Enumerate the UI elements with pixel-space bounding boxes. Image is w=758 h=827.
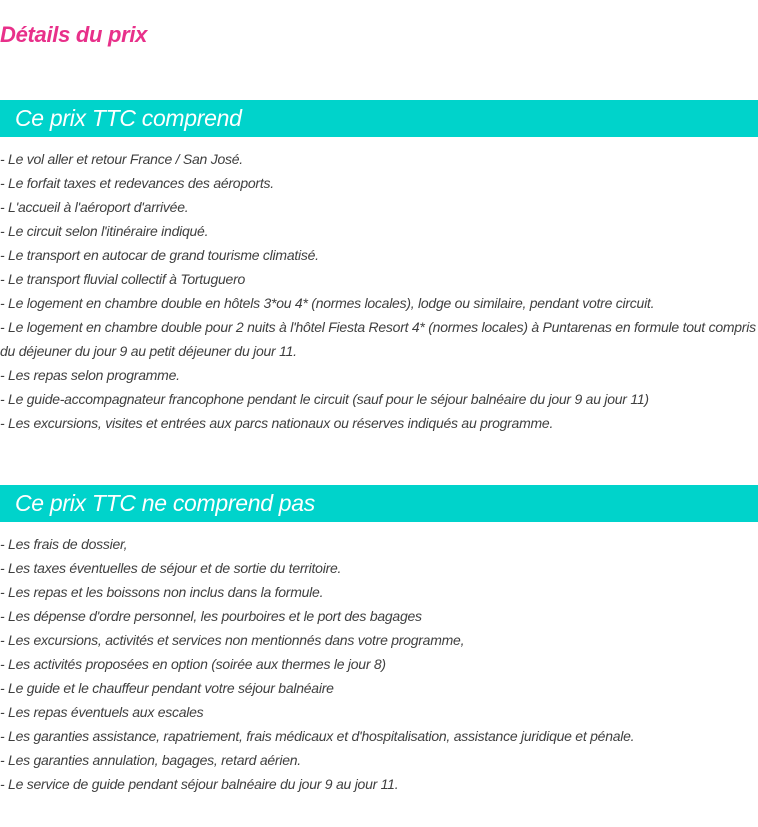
included-item: - Le circuit selon l'itinéraire indiqué. (0, 223, 209, 239)
excluded-item: - Le service de guide pendant séjour balnéaire du jour 9 au jour 11. (0, 776, 399, 792)
excluded-item: - Les excursions, activités et services non mentionnés dans votre programme, (0, 632, 465, 648)
included-item: - L'accueil à l'aéroport d'arrivée. (0, 199, 189, 215)
included-section-title: Ce prix TTC comprend (15, 105, 242, 131)
excluded-section-header (0, 485, 758, 522)
excluded-item: - Les garanties assistance, rapatriement, frais médicaux et d'hospitalisation, assistance juridique et pénale. (0, 728, 635, 744)
included-item: - Les repas selon programme. (0, 367, 180, 383)
included-section-header (0, 100, 758, 137)
included-item: - Le logement en chambre double en hôtels 3*ou 4* (normes locales), lodge ou similaire, pendant votre circuit. (0, 295, 655, 311)
included-item: - Le logement en chambre double pour 2 nuits à l'hôtel Fiesta Resort 4* (normes locales) à Puntarenas en formule tout compris du déjeuner du jour 9 au petit déjeuner du jour 11. (0, 319, 756, 359)
excluded-section-title: Ce prix TTC ne comprend pas (15, 490, 315, 516)
excluded-item: - Les repas éventuels aux escales (0, 704, 204, 720)
excluded-item: - Les frais de dossier, (0, 536, 128, 552)
included-item: - Les excursions, visites et entrées aux parcs nationaux ou réserves indiqués au programme. (0, 415, 554, 431)
included-item: - Le transport fluvial collectif à Tortuguero (0, 271, 246, 287)
included-item: - Le transport en autocar de grand tourisme climatisé. (0, 247, 319, 263)
excluded-item: - Les taxes éventuelles de séjour et de sortie du territoire. (0, 560, 342, 576)
included-item: - Le vol aller et retour France / San José. (0, 151, 243, 167)
excluded-item: - Les activités proposées en option (soirée aux thermes le jour 8) (0, 656, 386, 672)
excluded-items-list (0, 532, 756, 796)
included-item: - Le guide-accompagnateur francophone pendant le circuit (sauf pour le séjour balnéaire du jour 9 au jour 11) (0, 391, 649, 407)
included-items-list (0, 147, 756, 435)
excluded-item: - Les garanties annulation, bagages, retard aérien. (0, 752, 301, 768)
included-item: - Le forfait taxes et redevances des aéroports. (0, 175, 274, 191)
page-title: Détails du prix (0, 22, 148, 47)
excluded-item: - Les repas et les boissons non inclus dans la formule. (0, 584, 324, 600)
excluded-item: - Les dépense d'ordre personnel, les pourboires et le port des bagages (0, 608, 422, 624)
excluded-item: - Le guide et le chauffeur pendant votre séjour balnéaire (0, 680, 334, 696)
